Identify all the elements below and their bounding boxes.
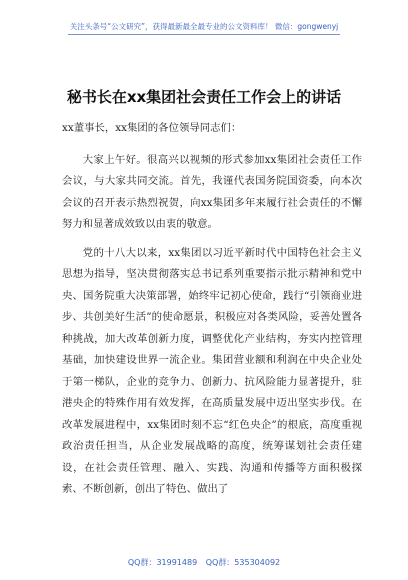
paragraph-1: 大家上午好。很高兴以视频的形式参加xx集团社会责任工作会议，与大家共同交流。首先，我谨代表国务院国资委，向本次会议的召开表示热烈祝贺，向xx集团多年来履行社会责任的不懈努力和显著成效致以由衷的敬意。 [62,153,362,230]
page-footer [0,557,408,568]
paragraph-2: 党的十八大以来，xx集团以习近平新时代中国特色社会主义思想为指导，坚决贯彻落实总书记系列重要指示批示精神和党中央、国务院重大决策部署，始终牢记初心使命，践行“引领商业进步、共创美好生活”的使命愿景，积极应对各类风险，妥善处置各种挑战，加大改革创新力度，调整优化产业结构，夯实内控管理基础，加快建设世界一流企业。集团营业额和利润在中央企业处于第一梯队，企业的竞争力、创新力、抗风险能力显著提升，驻港央企的特殊作用有效发挥，在高质量发展中迈出坚实步伐。在改革发展进程中，xx集团时刻不忘“红色央企”的根底，高度重视政治责任担当，从企业发展战略的高度，统筹谋划社会责任建设，在社会责任管理、融入、实践、沟通和传播等方面积极探索、不断创新，创出了特色、做出了 [62,246,362,495]
salutation: xx董事长，xx集团的各位领导同志们： [62,122,242,134]
page-header [0,0,408,38]
footer-qq-group-2: QQ群：535304092 [205,558,281,567]
footer-qq-group-1: QQ群：31991489 [127,558,198,567]
header-banner-text: 关注头条号“公文研究”，获得最新最全最专业的公文资料库！ 微信：gongwenyj [69,22,339,31]
document-body [62,118,362,508]
document-title: 秘书长在xx集团社会责任工作会上的讲话 [66,88,342,106]
header-divider [68,34,340,35]
